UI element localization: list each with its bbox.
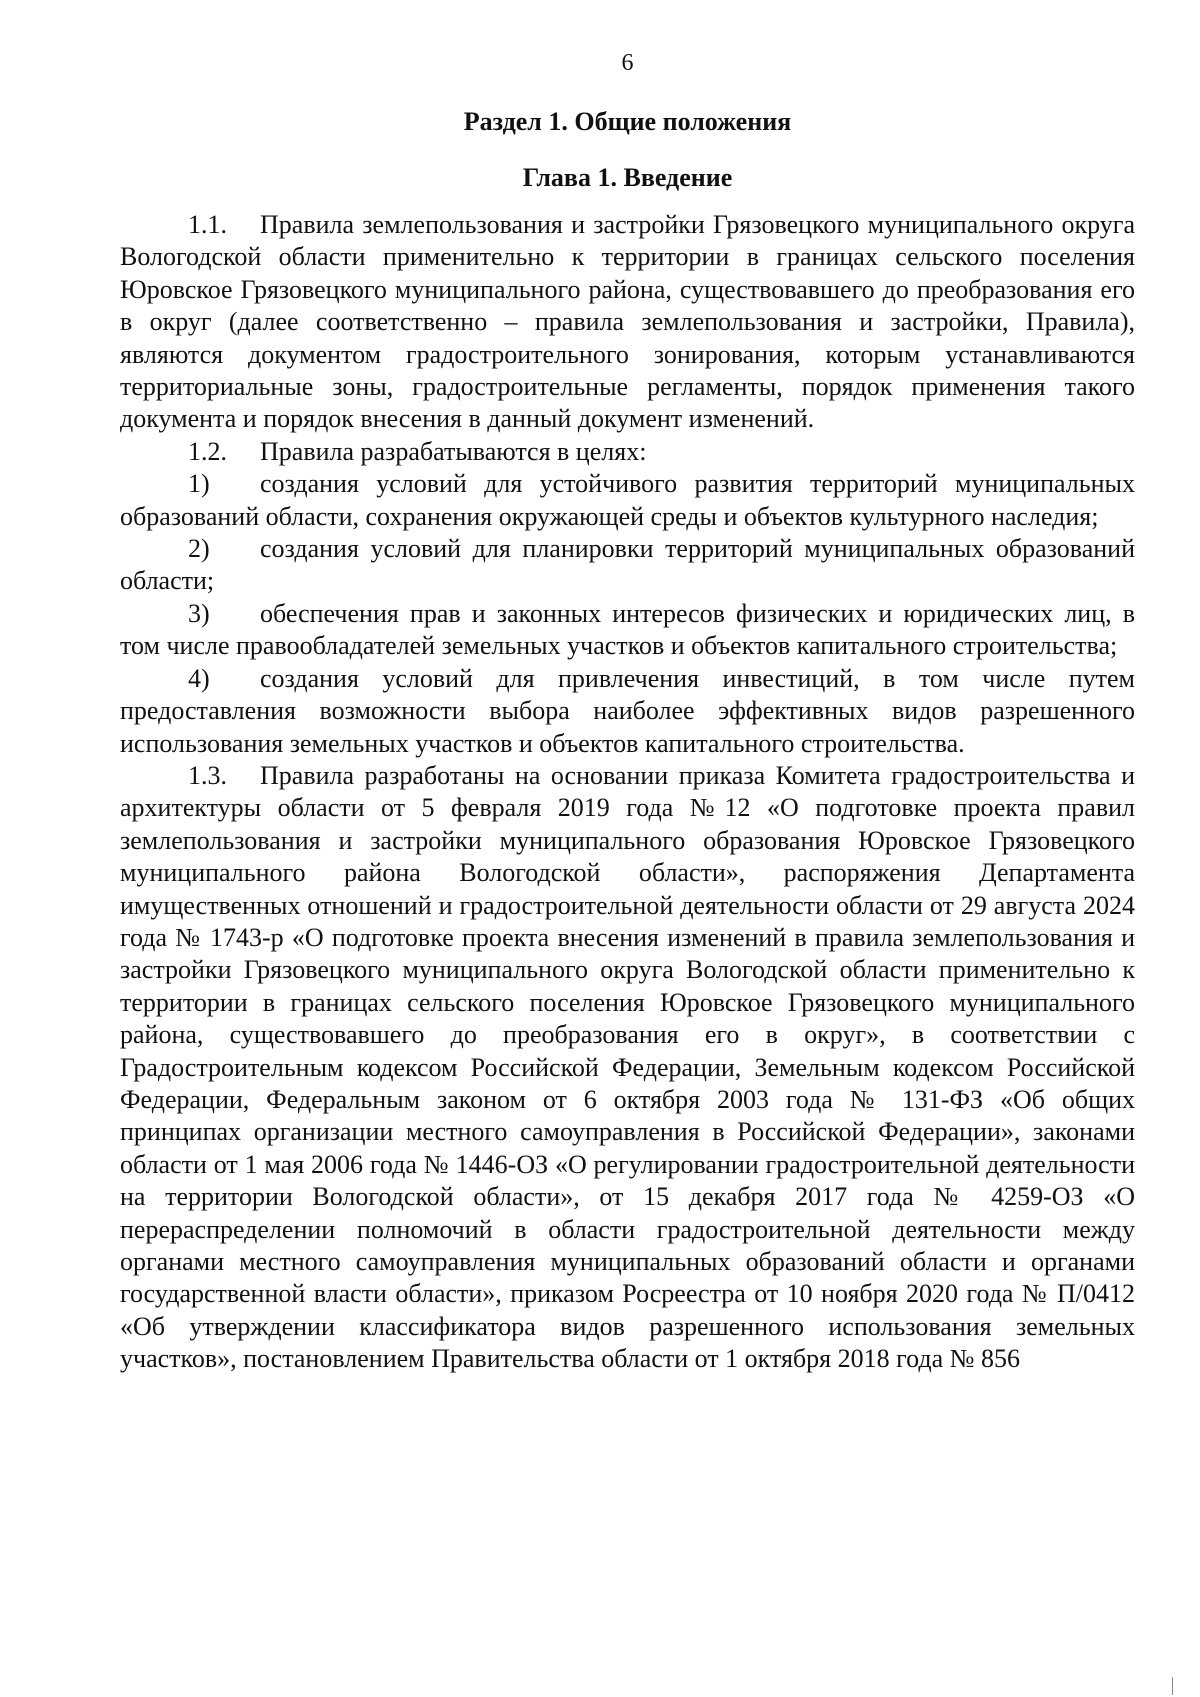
section-title: Раздел 1. Общие положения	[463, 107, 792, 136]
list-item-3	[120, 598, 1135, 663]
list-item-number: 1)	[188, 469, 210, 499]
list-item-text: обеспечения прав и законных интересов физических и юридических лиц, в том числе правообладателей земельных участков и объектов капитального строительства;	[120, 598, 1135, 661]
document-page	[120, 0, 1135, 1697]
paragraph-1-1	[120, 209, 1135, 436]
paragraph-1-2	[120, 436, 1135, 468]
paragraph-text: Правила разработаны на основании приказа Комитета градостроительства и архитектуры области от 5 февраля 2019 года №12 «О подготовке проекта правил землепользования и застройки муниципального образования Юровское Грязовецкого муниципального района Вологодской области», распоряжения Департамента имущественных отношений и градостроительной деятельности области от 29 августа 2024 года № 1743-р «О подготовке проекта внесения изменений в правила землепользования и застройки Грязовецкого муниципального округа Вологодской области применительно к территории в границах сельского поселения Юровское Грязовецкого муниципального района, существовавшего до преобразования его в округ», в соответствии с Градостроительным кодексом Российской Федерации, Земельным кодексом Российской Федерации, Федеральным законом от 6 октября 2003 года № 131-ФЗ «Об общих принципах организации местного самоуправления в Российской Федерации», законами области от 1 мая 2006 года № 1446-ОЗ «О регулировании градостроительной деятельности на территории Вологодской области», от 15 декабря 2017 года № 4259-ОЗ «О перераспределении полномочий в области градостроительной деятельности между органами местного самоуправления муниципальных образований области и органами государственной власти области», приказом Росреестра от 10 ноября 2020 года № П/0412 «Об утверждении классификатора видов разрешенного использования земельных участков», постановлением Правительства области от 1 октября 2018 года № 856	[120, 760, 1135, 1374]
paragraph-text: Правила разрабатываются в целях:	[260, 436, 647, 466]
paragraph-number: 1.3.	[188, 760, 227, 790]
paragraph-number: 1.2.	[188, 436, 227, 466]
paragraph-text: Правила землепользования и застройки Грязовецкого муниципального округа Вологодской области применительно к территории в границах сельского поселения Юровское Грязовецкого муниципального района, существовавшего до преобразования его в округ (далее соответственно – правила землепользования и застройки, Правила), являются документом градостроительного зонирования, которым устанавливаются территориальные зоны, градостроительные регламенты, порядок применения такого документа и порядок внесения в данный документ изменений.	[120, 210, 1135, 434]
paragraph-1-3	[120, 760, 1135, 1376]
document-body	[120, 209, 1135, 1376]
scan-edge-mark	[1172, 1677, 1173, 1695]
list-item-text: создания условий для привлечения инвестиций, в том числе путем предоставления возможности выбора наиболее эффективных видов разрешенного использования земельных участков и объектов капитального строительства.	[120, 663, 1135, 758]
list-item-text: создания условий для планировки территорий муниципальных образований области;	[120, 534, 1135, 596]
list-item-4	[120, 663, 1135, 760]
paragraph-number: 1.1.	[188, 210, 227, 239]
list-item-text: создания условий для устойчивого развития территорий муниципальных образований области, сохранения окружающей среды и объектов культурного наследия;	[120, 469, 1135, 531]
list-item-number: 4)	[188, 663, 210, 693]
list-item-2	[120, 533, 1135, 598]
list-item-number: 2)	[188, 534, 210, 564]
chapter-title: Глава 1. Введение	[522, 163, 733, 192]
list-item-number: 3)	[188, 598, 210, 628]
list-item-1	[120, 468, 1135, 533]
page-number: 6	[621, 50, 634, 76]
